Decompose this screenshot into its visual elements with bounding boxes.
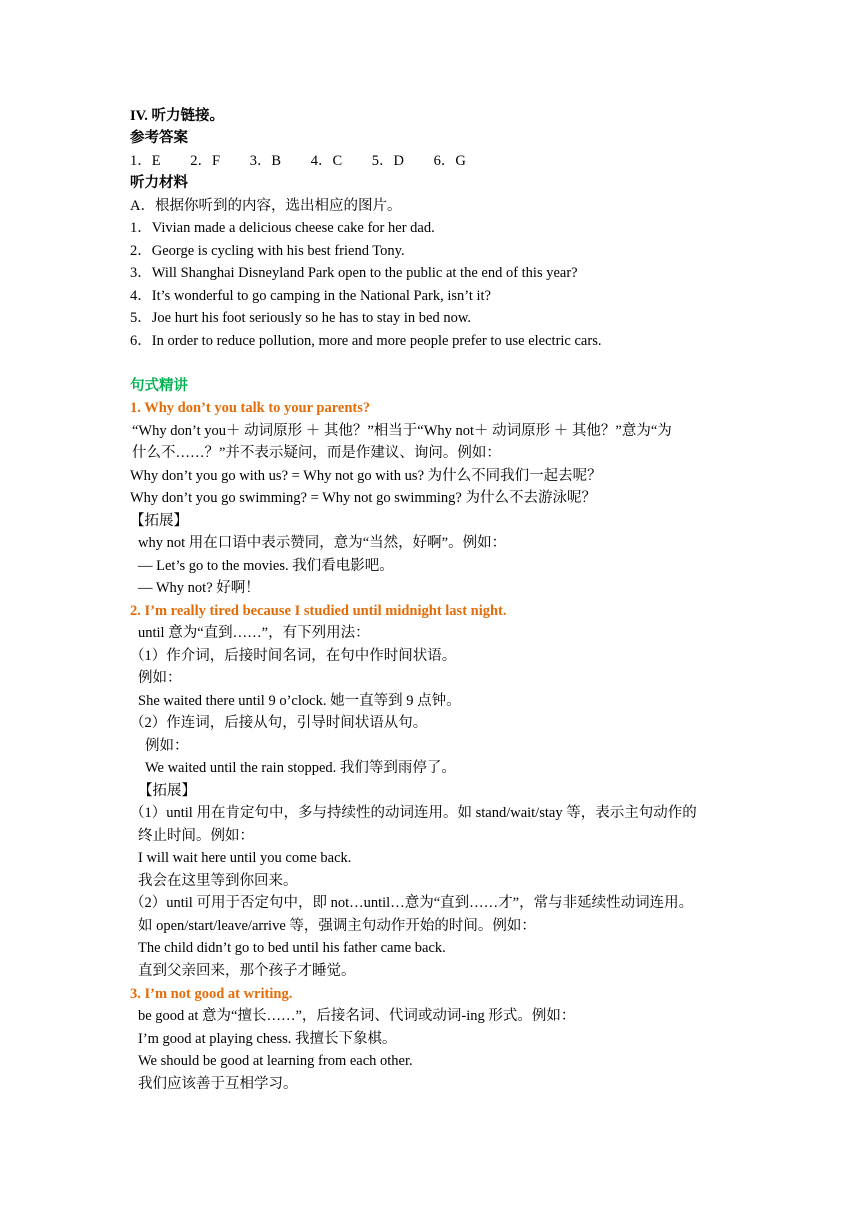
s2-example: We waited until the rain stopped. 我们等到雨停了。: [145, 760, 456, 776]
listening-item: 2．George is cycling with his best friend Tony.: [130, 243, 405, 259]
s2-text: （2）until 可用于否定句中，即 not…until…意为“直到……才”，常与非延续性动词连用。: [130, 895, 694, 911]
s3-text: be good at 意为“擅长……”，后接名词、代词或动词-ing 形式。例如：: [138, 1008, 576, 1024]
s2-extension-label: 【拓展】: [138, 783, 196, 799]
s2-text: （2）作连词，后接从句，引导时间状语从句。: [130, 715, 428, 731]
answer-item: 4．C: [310, 153, 343, 169]
s3-translation: 我们应该善于互相学习。: [138, 1076, 298, 1092]
s2-translation: 直到父亲回来，那个孩子才睡觉。: [138, 963, 356, 979]
s2-example: She waited there until 9 o’clock. 她一直等到 9 点钟。: [138, 693, 461, 709]
s2-text: （1）作介词，后接时间名词，在句中作时间状语。: [130, 648, 457, 664]
s1-text: 什么不……？”并不表示疑问，而是作建议、询问。例如：: [132, 445, 501, 461]
answer-item: 6．G: [433, 153, 466, 169]
s1-extension-label: 【拓展】: [130, 513, 188, 529]
s3-example: We should be good at learning from each other.: [138, 1053, 413, 1069]
s2-text: （1）until 用在肯定句中，多与持续性的动词连用。如 stand/wait/stay 等，表示主句动作的: [130, 805, 697, 821]
s2-translation: 我会在这里等到你回来。: [138, 873, 298, 889]
s2-text: 例如：: [138, 670, 182, 686]
s1-text: why not 用在口语中表示赞同，意为“当然，好啊”。例如：: [138, 535, 507, 551]
listening-item: 3．Will Shanghai Disneyland Park open to the public at the end of this year?: [130, 265, 578, 281]
s2-example: The child didn’t go to bed until his father came back.: [138, 940, 446, 956]
section-3-title: 3. I’m not good at writing.: [130, 986, 293, 1002]
answers-label: 参考答案: [130, 130, 188, 146]
section-2-title: 2. I’m really tired because I studied until midnight last night.: [130, 603, 507, 619]
s3-example: I’m good at playing chess. 我擅长下象棋。: [138, 1031, 397, 1047]
listening-heading: IV. 听力链接。: [130, 108, 224, 124]
listening-item: 5．Joe hurt his foot seriously so he has to stay in bed now.: [130, 310, 471, 326]
answers-row: [130, 151, 466, 171]
s1-example: Why don’t you go with us? = Why not go with us? 为什么不同我们一起去呢？: [130, 468, 602, 484]
s1-text: “Why don’t you＋ 动词原形 ＋ 其他？”相当于“Why not＋ 动词原形 ＋ 其他？”意为“为: [132, 423, 672, 439]
s2-text: 如 open/start/leave/arrive 等，强调主句动作开始的时间。例如：: [138, 918, 536, 934]
s1-example: Why don’t you go swimming? = Why not go swimming? 为什么不去游泳呢？: [130, 490, 596, 506]
s2-text: 例如：: [145, 738, 189, 754]
part-a-instruction: A．根据你听到的内容，选出相应的图片。: [130, 198, 402, 214]
section-1-title: 1. Why don’t you talk to your parents?: [130, 400, 371, 416]
answer-item: 2．F: [190, 153, 221, 169]
s2-text: 终止时间。例如：: [138, 828, 254, 844]
answer-item: 1．E: [130, 153, 161, 169]
s1-dialogue: — Let’s go to the movies. 我们看电影吧。: [138, 558, 394, 574]
s2-text: until 意为“直到……”，有下列用法：: [138, 625, 370, 641]
materials-label: 听力材料: [130, 175, 188, 191]
listening-item: 6．In order to reduce pollution, more and more people prefer to use electric cars.: [130, 333, 602, 349]
answer-item: 3．B: [249, 153, 282, 169]
listening-item: 1．Vivian made a delicious cheese cake for her dad.: [130, 220, 435, 236]
s1-dialogue: — Why not? 好啊！: [138, 580, 260, 596]
listening-item: 4．It’s wonderful to go camping in the National Park, isn’t it?: [130, 288, 491, 304]
answer-item: 5．D: [371, 153, 405, 169]
s2-example: I will wait here until you come back.: [138, 850, 352, 866]
grammar-heading: 句式精讲: [130, 378, 188, 394]
